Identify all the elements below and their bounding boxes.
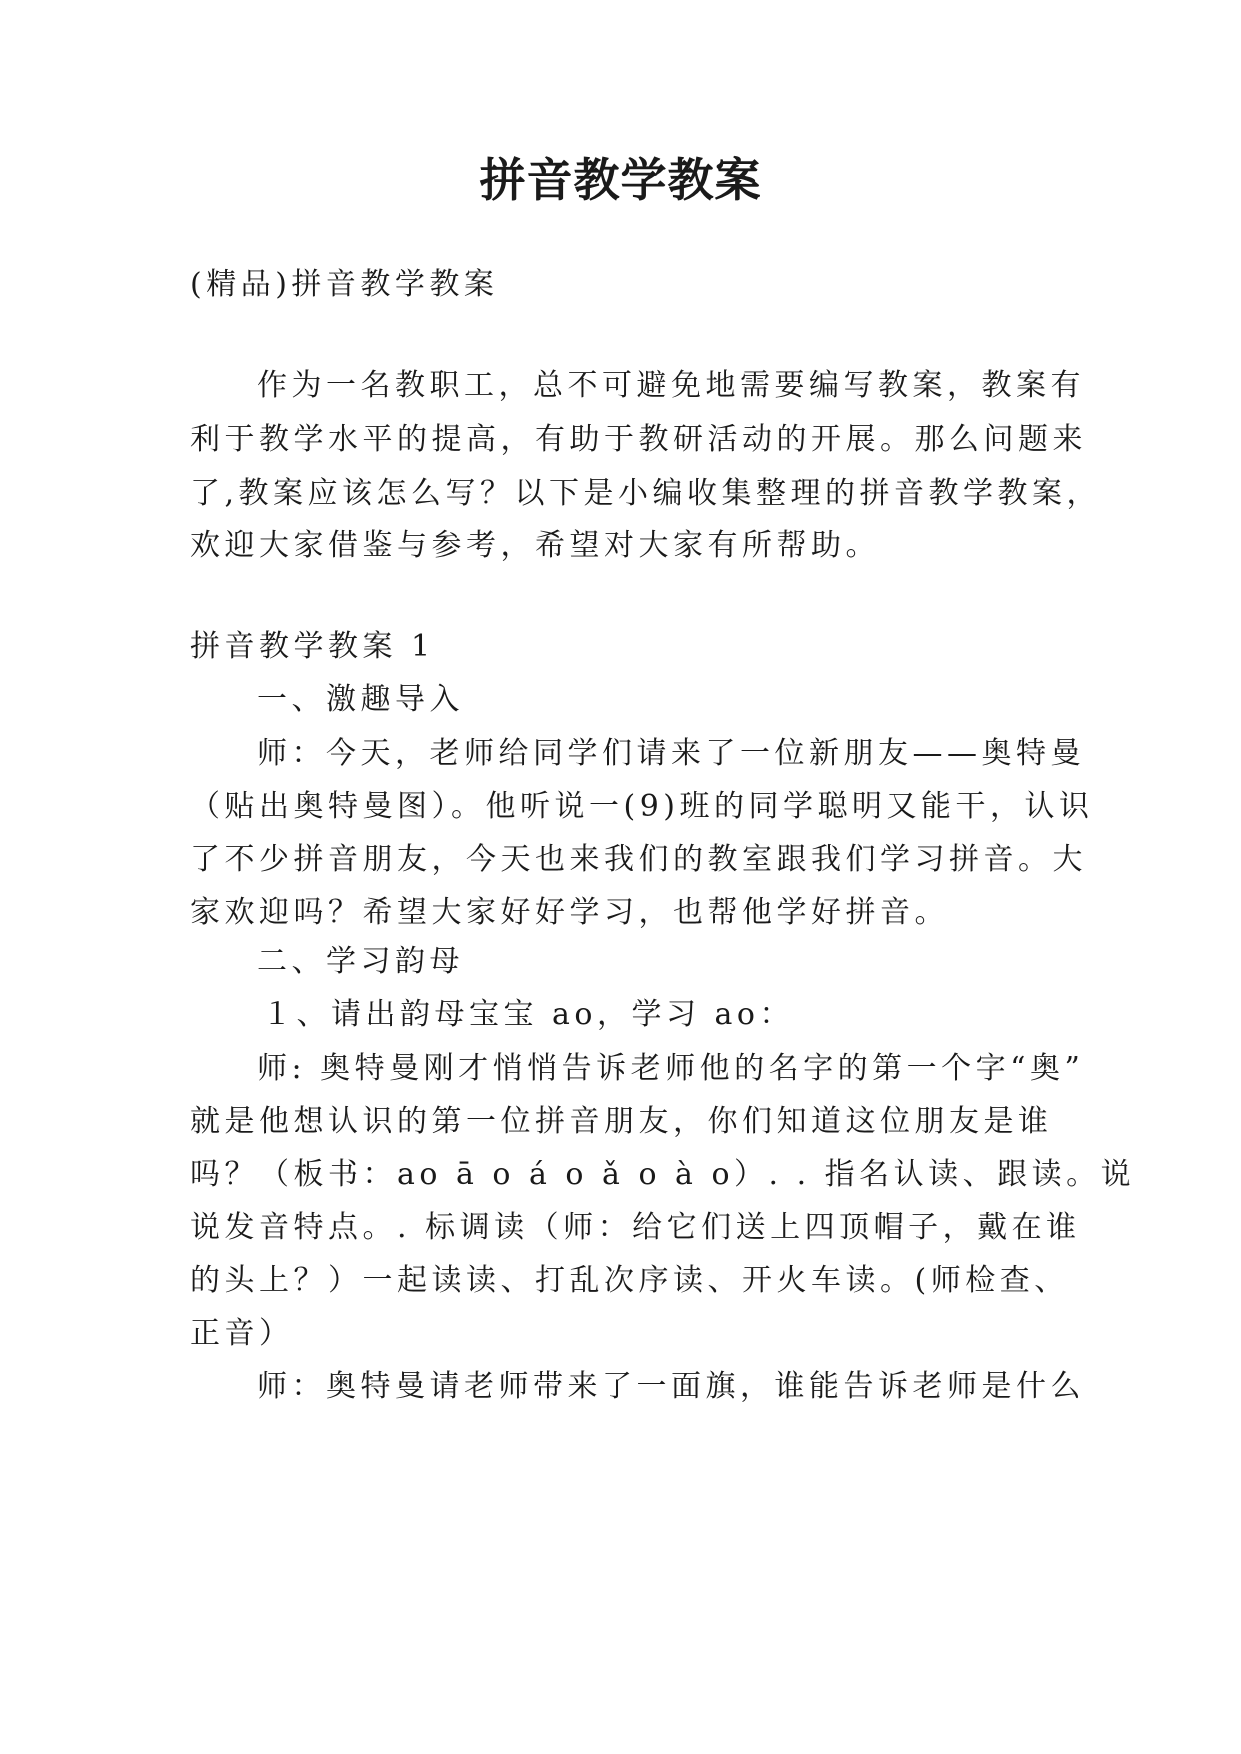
sub1-heading: １、请出韵母宝宝 ao，学习 ao： bbox=[262, 997, 794, 1032]
para2-line-3: 吗？（板书：ao ā o á o ǎ o à o）. . 指名认读、跟读。说 bbox=[190, 1157, 1136, 1192]
intro-line-3: 了,教案应该怎么写？以下是小编收集整理的拼音教学教案， bbox=[190, 476, 1102, 511]
para1-line-4: 家欢迎吗？希望大家好好学习，也帮他学好拼音。 bbox=[190, 895, 949, 930]
document-subtitle: (精品)拼音教学教案 bbox=[190, 267, 499, 302]
section-heading: 拼音教学教案 1 bbox=[190, 629, 435, 664]
para2-line-1: 师: 奥特曼刚才悄悄告诉老师他的名字的第一个字“奥” bbox=[257, 1051, 1085, 1086]
para1-line-3: 了不少拼音朋友，今天也来我们的教室跟我们学习拼音。大 bbox=[190, 842, 1087, 877]
para2-line-6: 正音） bbox=[190, 1316, 294, 1351]
document-title: 拼音教学教案 bbox=[479, 153, 762, 207]
intro-line-2: 利于教学水平的提高，有助于教研活动的开展。那么问题来 bbox=[190, 422, 1087, 457]
para3-line-1: 师：奥特曼请老师带来了一面旗，谁能告诉老师是什么 bbox=[257, 1369, 1085, 1404]
para1-line-1: 师：今天，老师给同学们请来了一位新朋友——奥特曼 bbox=[257, 736, 1085, 771]
para2-line-5: 的头上？）一起读读、打乱次序读、开火车读。(师检查、 bbox=[190, 1263, 1069, 1298]
para1-line-2: （贴出奥特曼图）。他听说一(9)班的同学聪明又能干，认识 bbox=[190, 789, 1094, 824]
intro-line-1: 作为一名教职工，总不可避免地需要编写教案，教案有 bbox=[257, 368, 1085, 403]
intro-line-4: 欢迎大家借鉴与参考，希望对大家有所帮助。 bbox=[190, 528, 880, 563]
para2-line-2: 就是他想认识的第一位拼音朋友，你们知道这位朋友是谁 bbox=[190, 1104, 1053, 1139]
step2-heading: 二、学习韵母 bbox=[257, 944, 464, 979]
step1-heading: 一、激趣导入 bbox=[257, 682, 464, 717]
para2-line-4: 说发音特点。. 标调读（师：给它们送上四顶帽子，戴在谁 bbox=[190, 1210, 1081, 1245]
